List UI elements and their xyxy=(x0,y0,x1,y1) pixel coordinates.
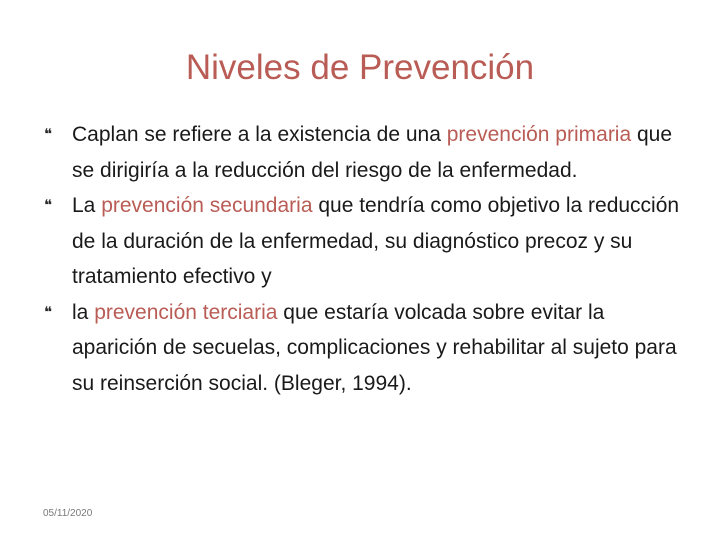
bullet-highlight: prevención terciaria xyxy=(94,300,278,324)
bullet-highlight: prevención secundaria xyxy=(101,194,313,217)
bullet-text-after: que estaría volcada sobre evitar la aparición de secuelas, complicaciones y rehabilitar al sujeto para su reinserción social. (Bleger, 1994). xyxy=(72,300,677,395)
bullet-highlight: prevención primaria xyxy=(446,123,632,146)
bullet-text-before: La xyxy=(72,194,102,217)
bullet-item-terciaria xyxy=(44,295,694,402)
bullet-text-after: que se dirigiría a la reducción del riesgo de la enfermedad. xyxy=(72,123,673,182)
bullet-item-secundaria xyxy=(44,188,694,295)
bullet-text-before: la xyxy=(72,300,95,324)
bullet-list xyxy=(44,117,694,401)
quote-bullet-icon: ❝ xyxy=(44,303,53,321)
quote-bullet-icon: ❝ xyxy=(44,126,53,143)
bullet-item-primaria xyxy=(44,117,694,188)
bullet-text-before: Caplan se refiere a la existencia de una xyxy=(72,123,447,146)
bullet-text-after: que tendría como objetivo la reducción de la duración de la enfermedad, su diagnóstico precoz y su tratamiento efectivo y xyxy=(72,194,680,288)
quote-bullet-icon: ❝ xyxy=(44,197,53,214)
slide-date: 05/11/2020 xyxy=(43,508,93,519)
slide-title: Niveles de Prevención xyxy=(185,48,535,87)
